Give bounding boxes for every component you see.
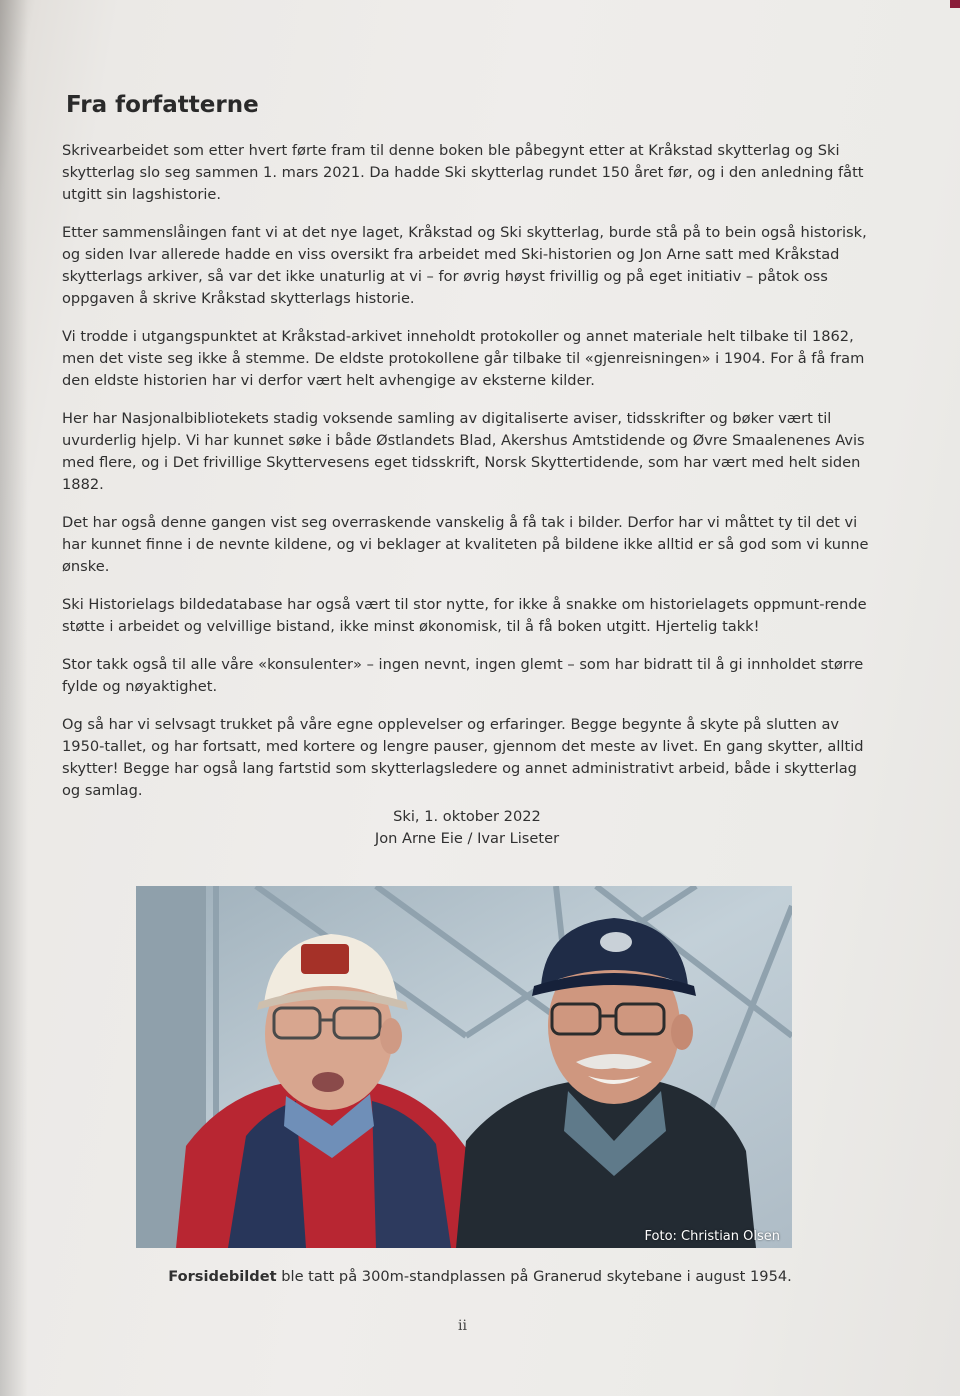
paragraph-3: Vi trodde i utgangspunktet at Kråkstad-arkivet inneholdt protokoller og annet materiale helt tilbake til 1862, men det viste seg ikke å stemme. De eldste protokollene går tilbake til «gjenreisningen» i 1904. For å få fram den eldste historien har vi derfor vært helt avhengige av eksterne kilder. xyxy=(62,328,865,389)
authors-photo-illustration xyxy=(136,886,792,1248)
paragraph-5: Det har også denne gangen vist seg overraskende vanskelig å få tak i bilder. Derfor har vi måttet ty til det vi har kunnet finne i de nevnte kildene, og vi beklager at kvaliteten på bildene ikke alltid er så god som vi kunne ønske. xyxy=(62,514,869,575)
paragraph-7: Stor takk også til alle våre «konsulenter» – ingen nevnt, ingen glemt – som har bidratt til å gi innholdet større fylde og nøyaktighet. xyxy=(62,656,864,695)
page-heading: Fra forfatterne xyxy=(66,92,259,118)
text-column xyxy=(62,92,872,850)
paragraph-4: Her har Nasjonalbibliotekets stadig voksende samling av digitaliserte aviser, tidsskrifter og bøker vært til uvurderlig hjelp. Vi har kunnet søke i både Østlandets Blad, Akershus Amtstidende og Øvre Smaalenenes Avis med flere, og i Det frivillige Skyttervesens eget tidsskrift, Norsk Skyttertidende, som har vært med helt siden 1882. xyxy=(62,410,865,493)
page-number: ii xyxy=(458,1318,467,1334)
page-corner-mark xyxy=(950,0,960,8)
paragraph-1: Skrivearbeidet som etter hvert førte fram til denne boken ble påbegynt etter at Kråkstad skytterlag og Ski skytterlag slo seg sammen 1. mars 2021. Da hadde Ski skytterlag rundet 150 året før, og i den anledning fått utgitt sin lagshistorie. xyxy=(62,142,864,203)
caption-bold: Forsidebildet xyxy=(168,1268,277,1285)
signoff-place-date: Ski, 1. oktober 2022 xyxy=(393,808,541,825)
paragraph-6: Ski Historielags bildedatabase har også vært til stor nytte, for ikke å snakke om historielagets oppmunt-rende støtte i arbeidet og velvillige bistand, ikke minst økonomisk, til å få boken utgitt. Hjertelig takk! xyxy=(62,596,867,635)
photo-caption xyxy=(0,1268,960,1285)
caption-text: ble tatt på 300m-standplassen på Granerud skytebane i august 1954. xyxy=(276,1268,792,1285)
photo-credit: Foto: Christian Olsen xyxy=(644,1229,780,1244)
paragraph-2: Etter sammenslåingen fant vi at det nye laget, Kråkstad og Ski skytterlag, burde stå på to bein også historisk, og siden Ivar allerede hadde en viss oversikt fra arbeidet med Ski-historien og Jon Arne satt med Kråkstad skytterlags arkiver, så var det ikke unaturlig at vi – for øvrig høyst frivillig og på eget initiativ – påtok oss oppgaven å skrive Kråkstad skytterlags historie. xyxy=(62,224,867,307)
signoff xyxy=(62,806,872,850)
signoff-authors: Jon Arne Eie / Ivar Liseter xyxy=(374,830,560,847)
authors-photo xyxy=(136,886,792,1248)
paragraph-8: Og så har vi selvsagt trukket på våre egne opplevelser og erfaringer. Begge begynte å skyte på slutten av 1950-tallet, og har fortsatt, med kortere og lengre pauser, gjennom det meste av livet. En gang skytter, alltid skytter! Begge har også lang fartstid som skytterlagsledere og annet administrativt arbeid, både i skytterlag og samlag. xyxy=(62,716,864,799)
